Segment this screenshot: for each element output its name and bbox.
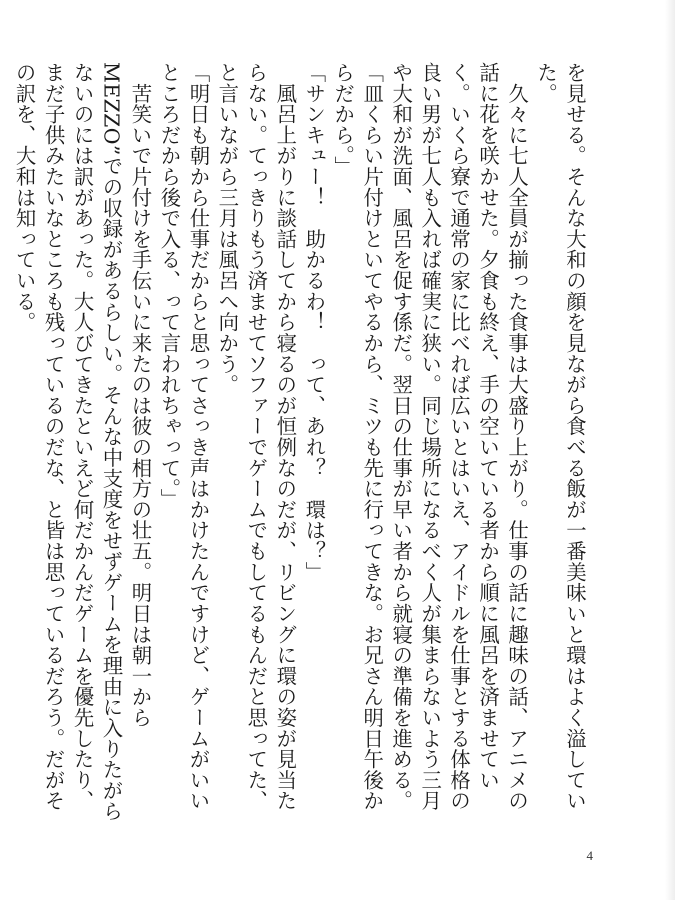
paragraph: 風呂上がりに談話してから寝るのが恒例なのだが、リビングに環の姿が見当たらない。てっきりもう済ませてソファーでゲームでもしてるもんだと思ってた、と言いながら三月は風呂へ向かう。: [215, 62, 298, 812]
paragraph: 「サンキュー！ 助かるわ！ って、あれ？ 環は？」: [302, 62, 327, 583]
vertical-text-body: [12, 62, 589, 822]
paragraph: 苦笑いで片付けを手伝いに来たのは彼の相方の壮五。明日は朝一からMEZZO”での収録があるらしい。そんな中支度をせずゲームを理由に入りたがらないのには訳があった。大人びてきたといえど何だかんだゲームを優先したり、まだ子供みたいなところも残っているのだな、と皆は思っているだろう。だがその訳を、大和は知っている。: [12, 62, 153, 822]
page-number: 4: [586, 848, 593, 863]
paragraph: 久々に七人全員が揃った食事は大盛り上がり。仕事の話に趣味の話、アニメの話に花を咲かせた。夕食も終え、手の空いている者から順に風呂を済ませていく。いくら寮で通常の家に比べれば広いとはいえ、アイドルを仕事とする体格の良い男が七人も入れば確実に狭い。同じ場所になるべく人が集まらないよう三月や大和が洗面、風呂を促す係だ。翌日の仕事が早い者から就寝の準備を進める。: [389, 62, 530, 812]
paragraph: を見せる。そんな大和の顔を見ながら食べる飯が一番美味いと環はよく溢していた。: [534, 62, 587, 812]
paragraph: 「明日も朝から仕事だからと思ってさっき声はかけたんですけど、ゲームがいいところだから後で入る、って言われちゃって。」: [157, 62, 211, 812]
paragraph: 「皿くらい片付けといてやるから、ミツも先に行ってきな。お兄さん明日午後からだから。」: [331, 62, 385, 812]
page-edge-shadow: [665, 0, 675, 900]
